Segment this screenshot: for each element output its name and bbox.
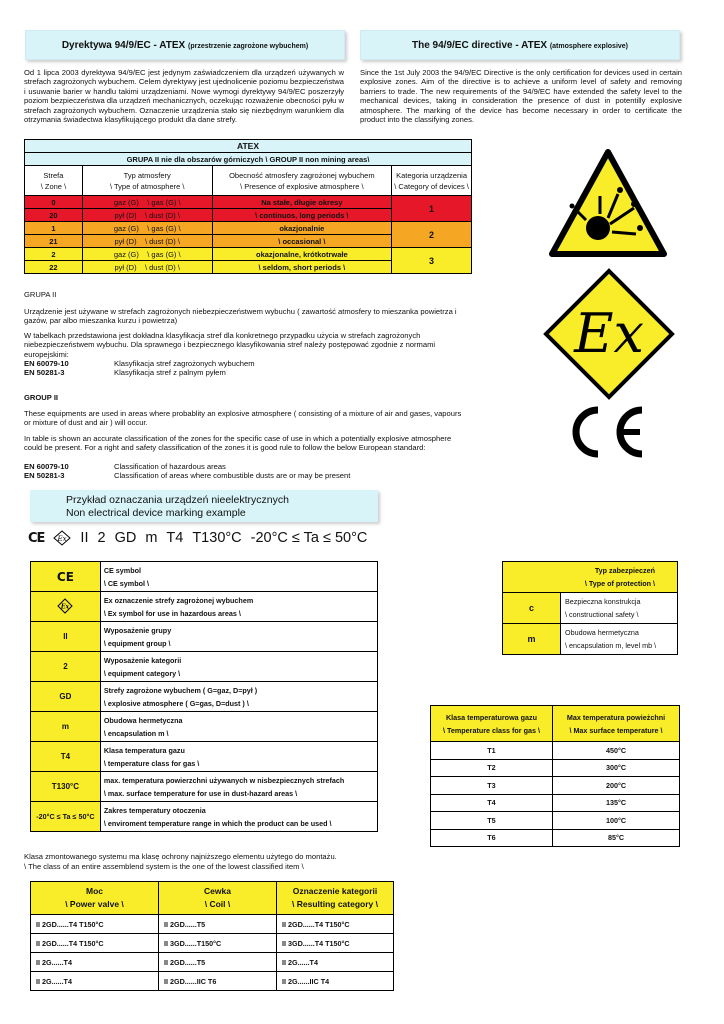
header-en <box>360 30 680 60</box>
protection-desc <box>561 624 678 655</box>
svg-text:Ex: Ex <box>57 535 67 543</box>
protection-row <box>503 593 678 624</box>
power-head-pl: Oznaczenie kategorii <box>292 886 378 896</box>
atex-type-cell <box>82 261 212 274</box>
std-row <box>24 462 464 471</box>
group-label: GROUP II <box>24 393 59 402</box>
symbol-desc <box>100 652 377 682</box>
symbol-desc-pl: Wyposażenie kategorii <box>103 655 182 665</box>
symbol-desc <box>100 682 377 712</box>
atex-type-en: \ gas (G) \ <box>147 197 181 207</box>
temp-head-right-en: \ Max surface temperature \ <box>569 725 663 735</box>
header-en-subtitle: (atmosphere explosive) <box>549 43 629 50</box>
symbol-code: -20°C ≤ Ta ≤ 50°C <box>31 802 101 832</box>
power-cell: II 2G......IIC T4 <box>277 972 394 991</box>
symbol-desc-en: \ explosive atmosphere ( G=gas, D=dust ) \ <box>103 698 249 708</box>
protection-code: m <box>503 624 561 655</box>
table-row <box>431 829 680 847</box>
marking-part: GD <box>114 530 137 546</box>
atex-type-pl: gaz (G) <box>113 249 139 259</box>
std-row <box>24 359 464 368</box>
std-row <box>24 368 464 377</box>
symbol-code: GD <box>31 682 101 712</box>
table-row <box>431 777 680 795</box>
group-p1: These equipments are used in areas where probablity an explosive atmosphere ( consisting of a mixture of air and gases, vapours or mixture of dust and air ) will occur. <box>24 409 462 428</box>
atex-col-zone <box>25 166 83 196</box>
atex-table <box>24 139 472 274</box>
temp-class: T2 <box>431 759 553 777</box>
symbol-desc <box>100 742 377 772</box>
atex-col-presence <box>212 166 392 196</box>
symbol-desc-en: \ enviroment temperature range in which the product can be used \ <box>103 818 332 828</box>
symbol-code: m <box>31 712 101 742</box>
symbol-table <box>30 561 378 832</box>
temp-max: 85°C <box>553 829 680 847</box>
atex-col-type <box>82 166 212 196</box>
power-head <box>159 882 277 915</box>
atex-type-en: \ gas (G) \ <box>147 223 181 233</box>
atex-col-zone-en: \ Zone \ <box>40 181 67 191</box>
atex-category-cell: 1 <box>392 196 472 222</box>
table-row <box>31 934 394 953</box>
atex-group: GRUPA II nie dla obszarów górniczych \ GROUP II non mining areas\ <box>25 153 472 166</box>
symbol-desc <box>100 592 377 622</box>
symbol-row <box>31 592 378 622</box>
power-cell: II 2GD......T5 <box>159 915 277 934</box>
temp-class: T1 <box>431 742 553 760</box>
symbol-desc-pl: Ex oznaczenie strefy zagrożonej wybuchem <box>103 595 254 605</box>
ex-small-icon <box>53 530 71 546</box>
atex-presence-pl: okazjonalne, krótkotrwałe <box>212 248 392 261</box>
power-head <box>277 882 394 915</box>
atex-col-presence-en: \ Presence of explosive atmosphere \ <box>240 181 364 191</box>
symbol-desc-pl: CE symbol <box>103 565 141 575</box>
symbol-code: T130°C <box>31 772 101 802</box>
atex-type-en: \ dust (D) \ <box>144 236 180 246</box>
atex-type-pl: gaz (G) <box>113 223 139 233</box>
svg-text:Ex: Ex <box>574 302 644 365</box>
symbol-desc-en: \ temperature class for gas \ <box>103 758 200 768</box>
symbol-desc-pl: Klasa temperatura gazu <box>103 745 185 755</box>
symbol-row <box>31 622 378 652</box>
grupa-label: GRUPA II <box>24 290 57 299</box>
std-code: EN 50281-3 <box>24 471 65 481</box>
symbol-row <box>31 682 378 712</box>
protection-desc <box>561 593 678 624</box>
example-header <box>30 490 378 522</box>
atex-zone-cell: 0 <box>25 196 83 209</box>
symbol-desc-pl: Zakres temperatury otoczenia <box>103 805 206 815</box>
explosive-hazard-icon <box>548 148 668 260</box>
header-pl-subtitle: (przestrzenie zagrożone wybuchem) <box>187 43 309 50</box>
atex-col-type-pl: Typ atmosfery <box>123 170 171 180</box>
symbol-row <box>31 712 378 742</box>
symbol-desc-en: \ encapsulation m \ <box>103 728 169 738</box>
marking-part: m <box>145 530 158 546</box>
protection-head <box>503 562 678 593</box>
atex-zone-cell: 2 <box>25 248 83 261</box>
intro-en: Since the 1st July 2003 the 94/9/EC Directive is the only certification for devices used in certain explosive zones. Aim of the directive is to achieve a uniform level of safety and removing barriers to trade. The new requirements of the 94/9/EC have extended the safety level to the mechanical devices, taking in consideration the presence of dust in potentilly explosive atmosphere. The marking of the device has become necessary in order to certificate the product into the classifying zones. <box>360 68 682 125</box>
protection-desc-pl: Obudowa hermetyczna <box>565 628 639 637</box>
atex-col-zone-pl: Strefa <box>43 170 64 180</box>
example-en: Non electrical device marking example <box>66 507 246 519</box>
symbol-row <box>31 562 378 592</box>
atex-type-pl: pył (D) <box>114 262 137 272</box>
atex-type-pl: pył (D) <box>114 210 137 220</box>
atex-title: ATEX <box>25 140 472 153</box>
std-text: Klasyfikacja stref zagrożonych wybuchem <box>114 359 255 368</box>
table-row <box>431 759 680 777</box>
atex-col-category-en: \ Category of devices \ <box>394 181 469 191</box>
temp-max: 450°C <box>553 742 680 760</box>
atex-type-pl: gaz (G) <box>113 197 139 207</box>
table-row <box>31 953 394 972</box>
protection-row <box>503 624 678 655</box>
symbol-desc-en: \ CE symbol \ <box>103 578 149 588</box>
symbol-desc <box>100 772 377 802</box>
symbol-desc <box>100 802 377 832</box>
table-row <box>31 915 394 934</box>
temp-head-left <box>431 706 553 742</box>
table-row <box>431 794 680 812</box>
std-text: Klasyfikacja stref z palnym pyłem <box>114 368 226 378</box>
temp-head-left-pl: Klasa temperaturowa gazu <box>445 712 538 722</box>
temp-class: T6 <box>431 829 553 847</box>
temp-max: 200°C <box>553 777 680 795</box>
atex-type-cell <box>82 248 212 261</box>
symbol-desc <box>100 712 377 742</box>
intro-pl: Od 1 lipca 2003 dyrektywa 94/9/EC jest jedynym zaświadczeniem dla urządzeń używanych w strefach zagrożonych wybuchem. Celem dyrektywy jest ujednolicenie poziomu bezpieczeństwa i usuwanie barier w handlu takimi urządzeniami. Nowe wymogi dyrektywy 94/9/EC poszerzyły poziom bezpieczeństwa dla urządzeń mechanicznych, oczekując rozważenie obecności pyłu w strefach zagrożonych wybuchem. Oznaczenie urządzenia stało się niezbędnym warunkiem dla otrzymania świadectwa klasyfikującego produkt dla dane strefy. <box>24 68 344 125</box>
std-code: EN 50281-3 <box>24 368 65 378</box>
power-head <box>31 882 159 915</box>
ce-mark-icon <box>560 402 650 462</box>
atex-col-category-pl: Kategoria urządzenia <box>396 170 467 180</box>
symbol-desc-en: \ max. surface temperature for use in dust-hazard areas \ <box>103 788 298 798</box>
marking-part: II <box>80 530 89 546</box>
atex-col-type-en: \ Type of atmosphere \ <box>109 181 185 191</box>
temp-class: T5 <box>431 812 553 830</box>
symbol-desc-pl: Wyposażenie grupy <box>103 625 172 635</box>
atex-col-category <box>392 166 472 196</box>
atex-presence-en: \ continuos, long periods \ <box>212 209 392 222</box>
atex-type-en: \ dust (D) \ <box>144 262 180 272</box>
group-p2: In table is shown an accurate classification of the zones for the specific case of use in which a potentially explosive atmosphere could be present. For a right and safety classification of the zones it is good rule to follow the below European standard: <box>24 434 452 453</box>
protection-code: c <box>503 593 561 624</box>
symbol-row <box>31 652 378 682</box>
symbol-desc-pl: max. temperatura powierzchni używanych w nisbezpiecznych strefach <box>103 775 345 785</box>
symbol-row <box>31 772 378 802</box>
class-note-pl: Klasa zmontowanego systemu ma klasę ochrony najniższego elementu użytego do montażu. <box>24 852 337 861</box>
power-cell: II 3GD......T4 T150°C <box>277 934 394 953</box>
power-cell: II 2GD......T4 T150°C <box>31 915 159 934</box>
atex-type-cell <box>82 235 212 248</box>
protection-head-pl: Typ zabezpieczeń <box>594 566 655 575</box>
std-text: Classification of areas where combustible dusts are or may be present <box>114 471 351 481</box>
table-row <box>431 812 680 830</box>
protection-desc-en: \ encapsulation m, level mb \ <box>565 641 657 650</box>
power-head-en: \ Power valve \ <box>65 899 124 909</box>
svg-text:Ex: Ex <box>61 603 70 610</box>
atex-zone-cell: 21 <box>25 235 83 248</box>
std-code: EN 60079-10 <box>24 462 69 471</box>
temp-max: 135°C <box>553 794 680 812</box>
protection-table <box>502 561 678 655</box>
symbol-desc-en: \ equipment category \ <box>103 668 181 678</box>
atex-presence-pl: Na stałe, długie okresy <box>212 196 392 209</box>
power-cell: II 2GD......T5 <box>159 953 277 972</box>
symbol-desc-pl: Strefy zagrożone wybuchem ( G=gaz, D=pył ) <box>103 685 258 695</box>
symbol-desc-en: \ Ex symbol for use in hazardous areas \ <box>103 608 241 618</box>
symbol-desc <box>100 562 377 592</box>
power-cell: II 2GD......T4 T150°C <box>31 934 159 953</box>
temp-class: T3 <box>431 777 553 795</box>
grupa-p2: W tabelkach przedstawiona jest dokładna klasyfikacja stref dla konkretnego przypadku użycia w strefach zagrożonych niebezpieczeństwem wybuchu. Dla sprawnego i bezpiecznego klasyfikowania stref należy postępować zgodnie z normami europejskimi: <box>24 331 436 359</box>
grupa-p1: Urządzenie jest używane w strefach zagrożonych niebezpieczeństwem wybuchu ( zawartość atmosfery to mieszanka powietrza i gazów, par albo mieszanka kurzu i powietrza) <box>24 307 457 326</box>
power-cell: II 2G......T4 <box>31 972 159 991</box>
power-cell: II 2G......T4 <box>277 953 394 972</box>
marking-example <box>28 527 468 549</box>
protection-head-en: \ Type of protection \ <box>584 579 655 588</box>
ex-diamond-icon <box>543 268 675 400</box>
power-table <box>30 881 394 991</box>
atex-zone-cell: 20 <box>25 209 83 222</box>
table-row <box>31 972 394 991</box>
symbol-row <box>31 802 378 832</box>
atex-type-en: \ gas (G) \ <box>147 249 181 259</box>
atex-type-en: \ dust (D) \ <box>144 210 180 220</box>
power-cell: II 2G......T4 <box>31 953 159 972</box>
atex-type-pl: pył (D) <box>114 236 137 246</box>
std-text: Classification of hazardous areas <box>114 462 226 471</box>
power-head-en: \ Resulting category \ <box>292 899 378 909</box>
symbol-ex-icon <box>31 592 101 622</box>
atex-col-presence-pl: Obecność atmosfery zagrożonej wybuchem <box>229 170 375 180</box>
symbol-desc-pl: Obudowa hermetyczna <box>103 715 183 725</box>
power-cell: II 2GD......IIC T6 <box>159 972 277 991</box>
temp-class: T4 <box>431 794 553 812</box>
table-row <box>431 742 680 760</box>
symbol-desc <box>100 622 377 652</box>
power-cell: II 2GD......T4 T150°C <box>277 915 394 934</box>
atex-presence-en: \ seldom, short periods \ <box>212 261 392 274</box>
power-cell: II 3GD......T150°C <box>159 934 277 953</box>
example-pl: Przykład oznaczania urządzeń nieelektrycznych <box>66 494 289 506</box>
temp-head-right-pl: Max temperatura powieżchni <box>566 712 666 722</box>
temp-max: 300°C <box>553 759 680 777</box>
symbol-ce-icon: CE <box>31 562 101 592</box>
header-pl <box>25 30 345 60</box>
marking-part: 2 <box>97 530 106 546</box>
temp-max: 100°C <box>553 812 680 830</box>
temp-head-left-en: \ Temperature class for gas \ <box>443 725 540 735</box>
header-en-title: The 94/9/EC directive - ATEX <box>411 40 548 51</box>
atex-category-cell: 2 <box>392 222 472 248</box>
atex-zone-cell: 22 <box>25 261 83 274</box>
atex-category-cell: 3 <box>392 248 472 274</box>
std-en-list <box>24 462 464 481</box>
temp-head-right <box>553 706 680 742</box>
protection-desc-pl: Bezpieczna konstrukcja <box>565 597 641 606</box>
atex-type-cell <box>82 196 212 209</box>
symbol-code: 2 <box>31 652 101 682</box>
ce-small-icon: CE <box>28 530 45 546</box>
symbol-code: II <box>31 622 101 652</box>
symbol-row <box>31 742 378 772</box>
header-pl-title: Dyrektywa 94/9/EC - ATEX <box>61 40 186 51</box>
std-row <box>24 471 464 480</box>
atex-type-cell <box>82 209 212 222</box>
atex-type-cell <box>82 222 212 235</box>
atex-presence-en: \ occasional \ <box>212 235 392 248</box>
power-head-en: \ Coil \ <box>204 899 231 909</box>
class-note-en: \ The class of an entire assemblend system is the one of the lowest classified item \ <box>24 862 304 871</box>
temperature-table <box>430 705 680 847</box>
marking-part: -20°C ≤ Ta ≤ 50°C <box>250 530 368 546</box>
std-pl-list <box>24 359 464 378</box>
power-head-pl: Moc <box>86 886 103 896</box>
atex-zone-cell: 1 <box>25 222 83 235</box>
atex-presence-pl: okazjonalnie <box>212 222 392 235</box>
std-code: EN 60079-10 <box>24 359 69 368</box>
symbol-desc-en: \ equipment group \ <box>103 638 171 648</box>
symbol-code: T4 <box>31 742 101 772</box>
marking-part: T4 <box>166 530 184 546</box>
protection-desc-en: \ constructional safety \ <box>565 610 639 619</box>
marking-part: T130°C <box>192 530 242 546</box>
power-head-pl: Cewka <box>204 886 231 896</box>
